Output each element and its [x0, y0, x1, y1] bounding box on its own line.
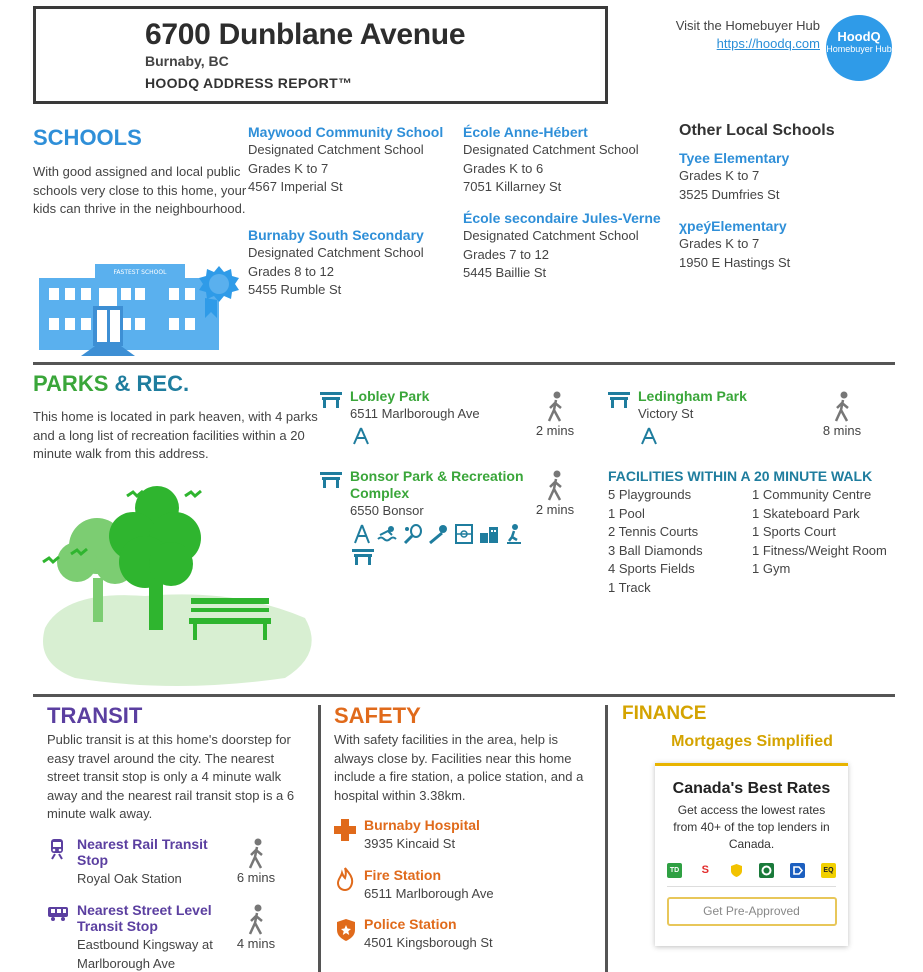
eq-bank-icon: EQ: [821, 863, 836, 878]
finance-subtitle: Mortgages Simplified: [671, 733, 833, 750]
facilities-list-left: [608, 486, 703, 597]
transit-label: Nearest Rail Transit Stop: [77, 836, 208, 868]
baseball-icon: [428, 523, 450, 545]
badge-sub: Homebuyer Hub: [826, 44, 892, 54]
card-subtitle: Get access the lowest rates from 40+ of the top lenders in Canada.: [673, 803, 830, 851]
school-address: 3525 Dumfries St: [679, 186, 780, 202]
facility-item: 2 Tennis Courts: [608, 524, 699, 539]
school-card-1[interactable]: [248, 227, 453, 300]
playground-icon: [640, 426, 658, 446]
walk-minutes: 2 mins: [535, 423, 575, 438]
school-name: École Anne-Hébert: [463, 124, 588, 140]
safety-name: Police Station: [364, 916, 457, 932]
school-address: 5445 Baillie St: [463, 265, 547, 280]
school-card-3[interactable]: [463, 210, 673, 283]
park-name: Bonsor Park & Recreation Complex: [350, 468, 524, 501]
school-grades: Grades K to 7: [679, 236, 760, 251]
section-divider: [33, 362, 895, 365]
finance-title: FINANCE: [622, 703, 707, 724]
facility-item: 4 Sports Fields: [608, 561, 695, 576]
park-item-0[interactable]: [320, 388, 560, 451]
walking-person-icon: [246, 904, 266, 936]
badge-title: HoodQ: [837, 29, 881, 44]
fire-icon: [336, 867, 354, 891]
fire-station-item[interactable]: [334, 867, 594, 904]
park-name: Ledingham Park: [638, 388, 747, 404]
tennis-icon: [402, 523, 424, 545]
parks-title: [33, 371, 189, 397]
school-grades: Grades K to 6: [463, 160, 544, 176]
park-illustration: [35, 478, 320, 690]
facilities-list-right: [752, 486, 887, 579]
safety-address: 4501 Kingsborough St: [364, 935, 493, 950]
bank-logos: [667, 863, 836, 887]
school-type: Designated Catchment School: [248, 245, 424, 260]
community-centre-icon: [478, 523, 500, 545]
other-schools-title: Other Local Schools: [679, 122, 835, 139]
transit-description: Public transit is at this home's doorstep for easy travel around the city. The nearest street transit stop is only a 4 minute walk away and the nearest rail transit stop is a 6 minute walk away.: [47, 732, 295, 821]
pool-icon: [376, 523, 398, 545]
rail-transit-item[interactable]: [47, 836, 237, 889]
school-name: χpeýElementary: [679, 218, 787, 234]
playground-icon: [352, 426, 370, 446]
parks-description: This home is located in park heaven, with 4 parks and a long list of recreation facilities within a 20 minute walk from this address.: [33, 409, 318, 461]
transit-place: Royal Oak Station: [77, 871, 182, 886]
park-name: Lobley Park: [350, 388, 430, 404]
walk-minutes: 4 mins: [236, 936, 276, 951]
facility-item: 5 Playgrounds: [608, 487, 692, 502]
walk-indicator-2: [530, 470, 580, 517]
safety-name: Burnaby Hospital: [364, 817, 480, 833]
hospital-cross-icon: [334, 819, 356, 841]
hoodq-badge[interactable]: [826, 15, 892, 81]
walking-person-icon: [246, 838, 266, 870]
transit-title: TRANSIT: [47, 703, 143, 728]
school-grades: Grades K to 7: [248, 160, 329, 176]
hub-link[interactable]: https://hoodq.com: [716, 36, 820, 51]
sports-field-icon: [454, 523, 474, 545]
bank-ring-icon: [759, 863, 774, 878]
facility-item: 1 Pool: [608, 505, 645, 521]
school-card-2[interactable]: [463, 124, 673, 197]
facility-item: 3 Ball Diamonds: [608, 542, 703, 558]
bench-icon: [608, 392, 630, 408]
school-grades: Grades 8 to 12: [248, 263, 334, 279]
walk-indicator-street: [231, 904, 281, 951]
park-address: 6550 Bonsor: [350, 503, 424, 518]
bank-shield-icon: [729, 863, 744, 878]
park-address: Victory St: [638, 406, 694, 421]
walking-person-icon: [545, 391, 565, 423]
school-grades: Grades 7 to 12: [463, 246, 549, 262]
park-address: 6511 Marlborough Ave: [350, 406, 480, 421]
skateboard-icon: [504, 523, 524, 545]
train-icon: [49, 838, 65, 860]
facilities-title: FACILITIES WITHIN A 20 MINUTE WALK: [608, 468, 873, 484]
facility-item: 1 Sports Court: [752, 524, 836, 539]
bus-icon: [47, 906, 69, 922]
column-divider: [605, 705, 608, 972]
parks-title-a: PARKS: [33, 371, 109, 396]
street-transit-item[interactable]: [47, 902, 237, 972]
walk-indicator-1: [817, 391, 867, 438]
walking-person-icon: [832, 391, 852, 423]
walk-minutes: 2 mins: [535, 502, 575, 517]
school-address: 1950 E Hastings St: [679, 254, 791, 270]
address-title: 6700 Dunblane Avenue: [145, 18, 466, 51]
transit-label: Nearest Street Level Transit Stop: [77, 902, 212, 934]
report-label: HOODQ ADDRESS REPORT™: [145, 75, 353, 91]
hub-text: Visit the Homebuyer Hub: [675, 18, 820, 33]
walking-person-icon: [545, 470, 565, 502]
bench-icon: [320, 472, 342, 488]
police-station-item[interactable]: [334, 916, 594, 953]
school-name: Burnaby South Secondary: [248, 227, 424, 243]
facility-icons: [352, 523, 532, 565]
parks-title-b: & REC.: [114, 371, 190, 396]
address-city: Burnaby, BC: [145, 53, 229, 69]
walk-indicator-0: [530, 391, 580, 438]
section-divider: [33, 694, 895, 697]
school-type: Designated Catchment School: [248, 142, 424, 157]
other-school-0[interactable]: [679, 150, 889, 204]
other-school-1[interactable]: [679, 218, 889, 272]
schools-description: With good assigned and local public schools very close to this home, your kids can thrive in the neighbourhood.: [33, 164, 247, 216]
school-name: Maywood Community School: [248, 124, 444, 140]
card-title: Canada's Best Rates: [672, 780, 831, 797]
facility-item: 1 Gym: [752, 561, 791, 576]
school-type: Designated Catchment School: [463, 142, 639, 157]
park-item-1[interactable]: [608, 388, 828, 451]
school-address: 4567 Imperial St: [248, 179, 343, 194]
school-card-0[interactable]: [248, 124, 453, 197]
bench-icon: [352, 549, 374, 565]
column-divider: [318, 705, 321, 972]
walk-minutes: 6 mins: [236, 870, 276, 885]
safety-title: SAFETY: [334, 703, 421, 728]
hospital-item[interactable]: [334, 817, 594, 854]
school-illustration: [35, 258, 245, 358]
safety-name: Fire Station: [364, 867, 442, 883]
safety-address: 6511 Marlborough Ave: [364, 886, 494, 901]
facility-item: 1 Community Centre: [752, 487, 872, 502]
school-name: École secondaire Jules-Verne: [463, 210, 661, 226]
td-bank-icon: TD: [667, 863, 682, 878]
scotiabank-icon: S: [698, 863, 713, 878]
playground-icon: [352, 523, 372, 545]
transit-place: Eastbound Kingsway at Marlborough Ave: [77, 937, 213, 971]
park-item-2[interactable]: [320, 468, 535, 565]
school-sign-text: FASTEST SCHOOL: [113, 269, 167, 276]
get-pre-approved-button[interactable]: Get Pre-Approved: [667, 897, 837, 926]
mortgage-card: [655, 763, 848, 946]
schools-title: SCHOOLS: [33, 125, 142, 150]
facility-item: 1 Track: [608, 579, 651, 595]
school-name: Tyee Elementary: [679, 150, 790, 166]
walk-indicator-rail: [231, 838, 281, 885]
facility-item: 1 Fitness/Weight Room: [752, 542, 887, 558]
school-type: Designated Catchment School: [463, 228, 639, 243]
safety-address: 3935 Kincaid St: [364, 836, 456, 851]
school-address: 5455 Rumble St: [248, 282, 342, 297]
police-badge-icon: [336, 918, 356, 942]
school-grades: Grades K to 7: [679, 168, 760, 183]
safety-description: With safety facilities in the area, help is always close by. Facilities near this home include a fire station, a police station, and a hospital within 3.38km.: [334, 732, 584, 803]
bench-icon: [320, 392, 342, 408]
school-address: 7051 Killarney St: [463, 179, 562, 194]
facility-item: 1 Skateboard Park: [752, 505, 860, 521]
bank-arrow-icon: [790, 863, 805, 878]
walk-minutes: 8 mins: [822, 423, 862, 438]
